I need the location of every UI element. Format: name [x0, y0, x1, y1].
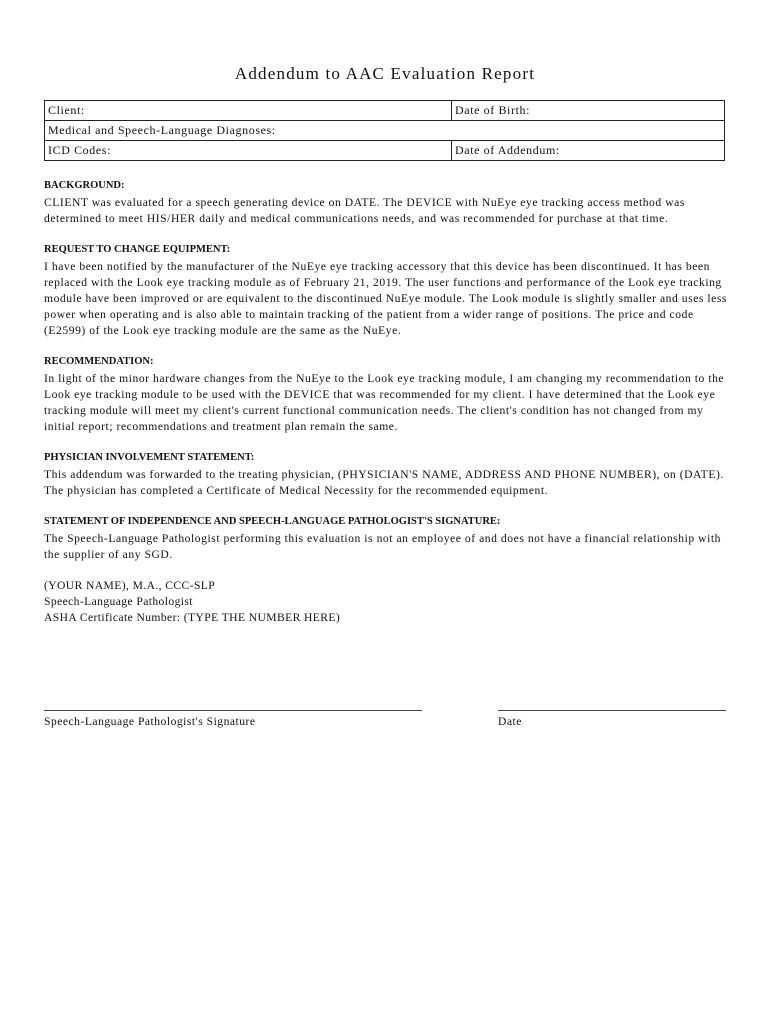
- diagnoses-cell: Medical and Speech-Language Diagnoses:: [45, 121, 725, 141]
- section-heading: STATEMENT OF INDEPENDENCE AND SPEECH-LANGUAGE PATHOLOGIST'S SIGNATURE:: [44, 516, 501, 527]
- section-heading: PHYSICIAN INVOLVEMENT STATEMENT:: [44, 452, 255, 463]
- date-signature-field: [498, 700, 726, 728]
- slp-signature-field: [44, 700, 422, 728]
- document-title: Addendum to AAC Evaluation Report: [234, 64, 536, 83]
- slp-title: Speech-Language Pathologist: [44, 595, 193, 608]
- signature-block: [44, 578, 728, 626]
- background-section: [44, 178, 728, 227]
- physician-section: [44, 450, 728, 499]
- slp-name: (YOUR NAME), M.A., CCC-SLP: [44, 579, 216, 592]
- section-text: I have been notified by the manufacturer of the NuEye eye tracking accessory that this device has been discontinued. It has been replaced with the Look eye tracking module as of February 21, 2019. The user functions and performance of the Look eye tracking module have been improved or are equivalent to the discontinued NuEye module. The Look module is slightly smaller and uses less power when operating and is also able to maintain tracking of the patient from a wider range of positions. The price and code (E2599) of the Look eye tracking module are the same as the NuEye.: [44, 260, 727, 337]
- table-row: [45, 121, 725, 141]
- request-section: [44, 242, 728, 339]
- date-line: [498, 700, 726, 711]
- document-body: [44, 178, 728, 626]
- signature-lines: [44, 700, 728, 740]
- client-info-table: [44, 100, 725, 161]
- section-heading: RECOMMENDATION:: [44, 356, 154, 367]
- section-text: The Speech-Language Pathologist performing this evaluation is not an employee of and does not have a financial relationship with the supplier of any SGD.: [44, 532, 721, 561]
- icd-codes-cell: ICD Codes:: [45, 141, 452, 161]
- date-of-addendum-cell: Date of Addendum:: [452, 141, 725, 161]
- asha-certificate: ASHA Certificate Number: (TYPE THE NUMBER HERE): [44, 611, 341, 624]
- slp-signature-caption: Speech-Language Pathologist's Signature: [44, 715, 256, 728]
- client-cell: Client:: [45, 101, 452, 121]
- date-of-birth-cell: Date of Birth:: [452, 101, 725, 121]
- section-heading: BACKGROUND:: [44, 180, 125, 191]
- section-heading: REQUEST TO CHANGE EQUIPMENT:: [44, 244, 231, 255]
- section-text: In light of the minor hardware changes from the NuEye to the Look eye tracking module, I am changing my recommendation to the Look eye tracking module to be used with the DEVICE that was recommended for my client. I have determined that the Look eye tracking module will meet my client's current functional communication needs. The client's condition has not changed from my initial report; recommendations and treatment plan remain the same.: [44, 372, 725, 433]
- date-caption: Date: [498, 715, 522, 728]
- recommendation-section: [44, 354, 728, 435]
- section-text: This addendum was forwarded to the treating physician, (PHYSICIAN'S NAME, ADDRESS AND PHONE NUMBER), on (DATE). The physician has completed a Certificate of Medical Necessity for the recommended equipment.: [44, 468, 724, 497]
- independence-section: [44, 514, 728, 563]
- section-text: CLIENT was evaluated for a speech generating device on DATE. The DEVICE with NuEye eye tracking access method was determined to meet HIS/HER daily and medical communications needs, and was recommended for purchase at that time.: [44, 196, 685, 225]
- table-row: [45, 141, 725, 161]
- signature-line: [44, 700, 422, 711]
- table-row: [45, 101, 725, 121]
